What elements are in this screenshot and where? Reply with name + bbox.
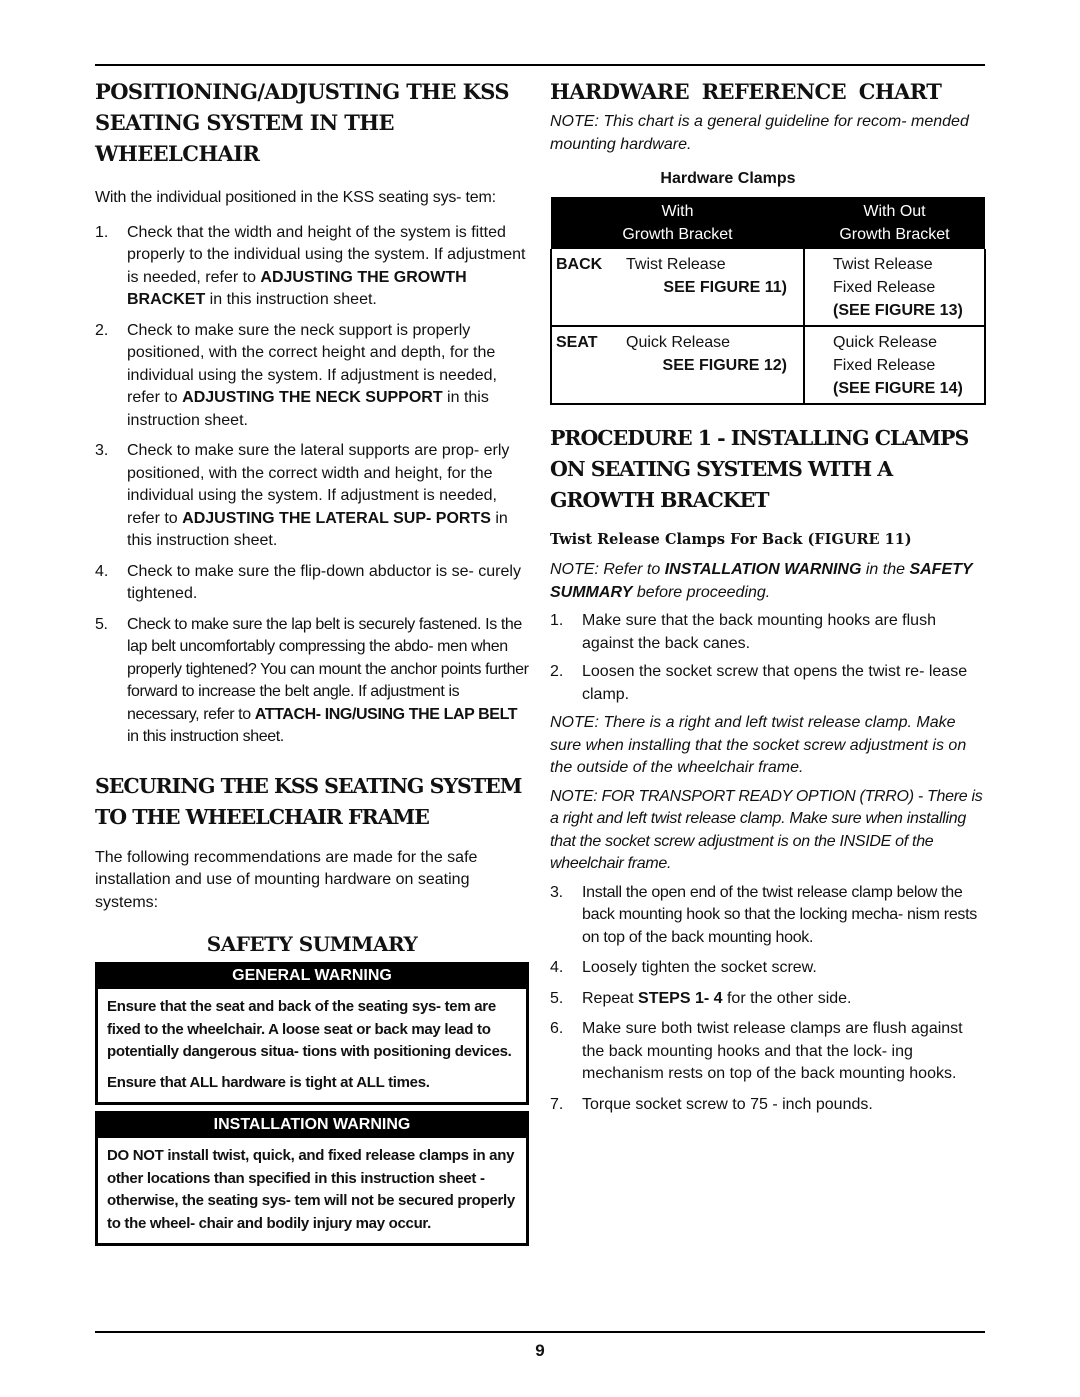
- general-warning-body: Ensure that the seat and back of the seating sys- tem are fixed to the wheelchair. A loose seat or back may lead to potentially dangerous situa- tions with positioning devices. Ensure that ALL hardware is tight at ALL times.: [95, 989, 529, 1105]
- positioning-heading: POSITIONING/ADJUSTING THE KSS SEATING SYSTEM IN THE WHEELCHAIR: [95, 79, 509, 166]
- procedure-subheading: Twist Release Clamps For Back (FIGURE 11): [550, 531, 912, 548]
- row-label-back: BACK: [556, 256, 603, 273]
- list-item: 2. Check to make sure the neck support is properly positioned, with the correct height and depth, for the individual using the system. If adjustment is needed, refer to ADJUSTING THE NECK SUPPORT in this instruction sheet.: [95, 321, 497, 429]
- positioning-steps: [95, 222, 529, 749]
- recommendation-text: The following recommendations are made for the safe installation and use of mounting hardware on seating systems:: [95, 848, 478, 911]
- top-rule: [95, 64, 985, 66]
- bottom-rule: [95, 1331, 985, 1333]
- securing-heading: SECURING THE KSS SEATING SYSTEM TO THE WHEELCHAIR FRAME: [95, 773, 522, 829]
- list-item: 5. Check to make sure the lap belt is securely fastened. Is the lap belt uncomfortably compressing the abdo- men when properly tightened? You can mount the anchor points further forward to increase the belt angle. If adjustment is necessary, refer to ATTACH- ING/USING THE LAP BELT in this instruction sheet.: [95, 615, 529, 745]
- twist-clamp-note: NOTE: There is a right and left twist release clamp. Make sure when installing that the socket screw adjustment is on the outside of the wheelchair frame.: [550, 714, 967, 776]
- list-item: 4. Check to make sure the flip-down abductor is se- curely tightened.: [95, 562, 521, 602]
- list-item: 7. Torque socket screw to 75 - inch pounds.: [550, 1095, 873, 1113]
- installation-warning-title: INSTALLATION WARNING: [95, 1111, 529, 1138]
- list-item: 1. Make sure that the back mounting hooks are flush against the back canes.: [550, 612, 936, 652]
- list-item: 3. Check to make sure the lateral supports are prop- erly positioned, with the correct width and height, for the individual using the system. If adjustment is needed, refer to ADJUSTING THE LATERAL SUP- PORTS in this instruction sheet.: [95, 442, 510, 549]
- table-row: BACK Twist Release SEE FIGURE 11) Twist Release Fixed Release (SEE FIGURE 13): [551, 249, 985, 326]
- column-header-with: With: [551, 197, 804, 223]
- list-item: 6. Make sure both twist release clamps are flush against the back mounting hooks and that the lock- ing mechanism rests on top of the back mounting hooks.: [550, 1020, 963, 1082]
- installation-warning-box: [95, 1111, 529, 1246]
- procedure-heading: PROCEDURE 1 - INSTALLING CLAMPS ON SEATING SYSTEMS WITH A GROWTH BRACKET: [550, 426, 969, 512]
- table-caption: Hardware Clamps: [660, 170, 796, 187]
- chart-note: NOTE: This chart is a general guideline for recom- mended mounting hardware.: [550, 113, 969, 153]
- procedure-steps-b: [550, 882, 986, 1117]
- hardware-chart-heading: HARDWARE REFERENCE CHART: [550, 79, 942, 104]
- table-row: SEAT Quick Release SEE FIGURE 12) Quick Release Fixed Release (SEE FIGURE 14): [551, 326, 985, 404]
- safety-summary-title: SAFETY SUMMARY: [206, 932, 418, 956]
- page-number: 9: [535, 1341, 545, 1360]
- list-item: 4. Loosely tighten the socket screw.: [550, 959, 817, 976]
- list-item: 3. Install the open end of the twist release clamp below the back mounting hook so that the locking mecha- nism rests on top of the back mounting hook.: [550, 883, 977, 946]
- row-label-seat: SEAT: [556, 334, 598, 351]
- intro-text: With the individual positioned in the KSS seating sys- tem:: [95, 189, 496, 206]
- installation-warning-body: DO NOT install twist, quick, and fixed release clamps in any other locations than specified in this instruction sheet - otherwise, the seating sys- tem will not be secured properly to the wheel- chair and bodily injury may occur.: [95, 1138, 529, 1246]
- general-warning-box: [95, 962, 529, 1105]
- hardware-clamps-table: With With Out Growth Bracket Growth Bracket BACK Twist Release SEE FIGURE 11) Twist Release Fixed Release (SEE FIGURE 13) SEAT Quick Release SEE FIGURE 12) Quick Release Fixed Release (SEE FIGURE 14): [550, 197, 986, 405]
- refer-note: NOTE: Refer to INSTALLATION WARNING in the SAFETY SUMMARY before proceeding.: [550, 561, 973, 601]
- list-item: 2. Loosen the socket screw that opens the twist re- lease clamp.: [550, 663, 968, 703]
- right-column: [550, 76, 986, 1116]
- procedure-steps-a: [550, 610, 986, 706]
- list-item: 1. Check that the width and height of the system is fitted properly to the individual using the system. If adjustment is needed, refer to ADJUSTING THE GROWTH BRACKET in this instruction sheet.: [95, 223, 526, 308]
- general-warning-title: GENERAL WARNING: [95, 962, 529, 989]
- list-item: 5. Repeat STEPS 1- 4 for the other side.: [550, 989, 852, 1007]
- column-header-without: With Out: [804, 197, 985, 223]
- left-column: [95, 76, 529, 1246]
- table-header-row: [551, 197, 985, 223]
- trro-note: NOTE: FOR TRANSPORT READY OPTION (TRRO) - There is a right and left twist release clamp. Make sure when installing that the socket screw adjustment is on the INSIDE of the wheelchair frame.: [550, 787, 983, 872]
